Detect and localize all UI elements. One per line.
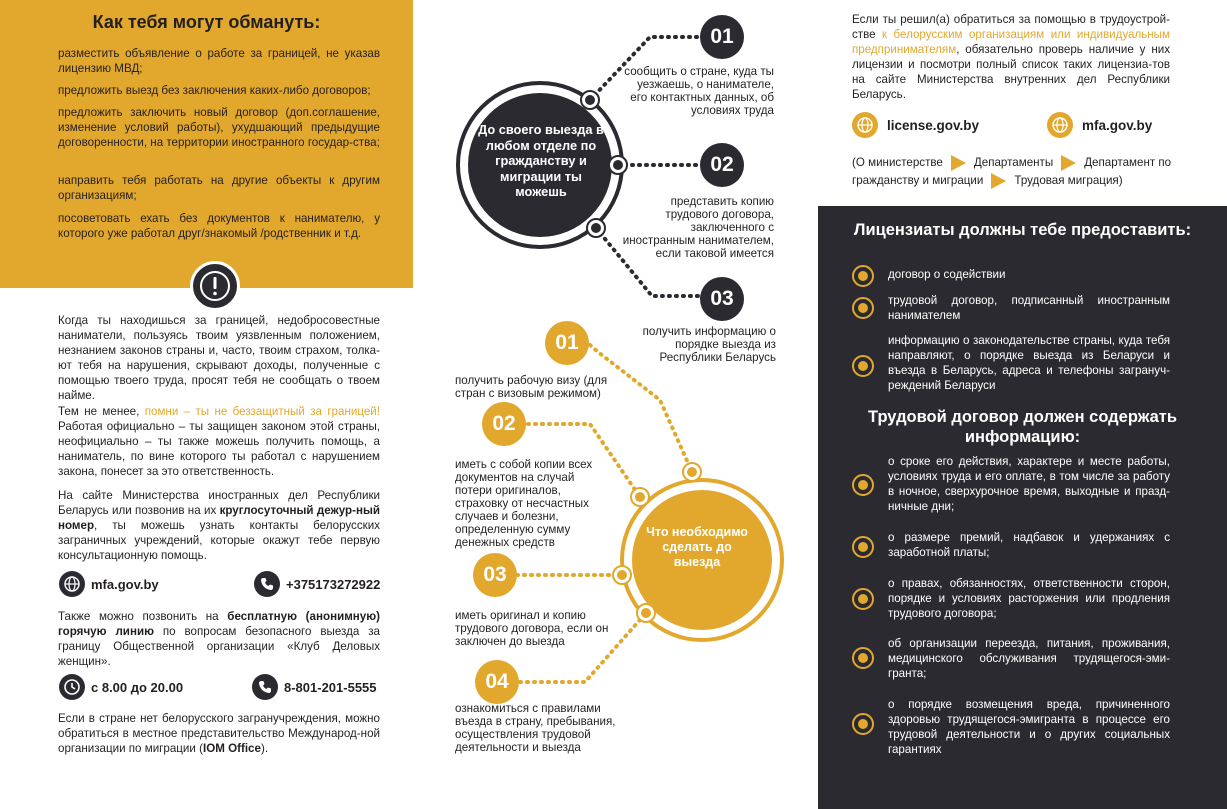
text: по вопросам безопасного выезда за границу Общественной организации «Клуб Деловых женщин».: [58, 625, 380, 668]
dark-step-text: представить копию трудового договора, заключенного с иностранным нанимателем, если таковой имеется: [622, 195, 774, 260]
bullet-icon: [852, 713, 874, 735]
iom-paragraph: [58, 711, 380, 756]
contract-item: о порядке возмещения вреда, причиненного здоровью трудящегося-эмигранта в процессе его трудовой деятельности и о других социальных гарантиях: [888, 698, 1170, 756]
abroad-paragraph: Когда ты находишься за границей, недобросовестные наниматели, пользуясь твоим уязвленным положением, незнанием законов страны и, часто, твоим страхом, толка-ют тебя на нарушения, скрывают доходы, полученные с помощью твоего труда, просят тебя не сообщать о твоем найме.: [58, 314, 380, 402]
node-dot: [637, 604, 655, 622]
step-number-badge: 03: [473, 553, 517, 597]
gold-step-text: ознакомиться с правилами въезда в страну, пребывания, осуществления трудовой деятельности и выезда: [455, 702, 616, 754]
not-defenseless-paragraph: [58, 404, 380, 479]
node-dot: [683, 463, 701, 481]
deception-item: посоветовать ехать без документов к нанимателю, у которого уже работал друг/знакомый /родственник и т.д.: [58, 212, 380, 240]
bullet-icon: [852, 647, 874, 669]
connector-diagram: [413, 0, 818, 809]
dark-step-text: получить информацию о порядке выезда из Республики Беларусь: [642, 325, 776, 364]
step-number-badge: 01: [545, 321, 589, 365]
breadcrumb-item: Трудовая миграция): [1014, 174, 1123, 187]
breadcrumb-item: Департамент по гражданству и миграции: [852, 156, 1172, 187]
gold-step-text: получить рабочую визу (для стран с визовым режимом): [455, 374, 608, 400]
node-dot: [587, 219, 605, 237]
text: Тем не менее,: [58, 405, 145, 418]
step-number-badge: 02: [482, 402, 526, 446]
highlight-text: к белорусским организациям или индивидуальным предпринимателям: [852, 28, 1170, 56]
deception-item: разместить объявление о работе за границей, не указав лицензию МВД;: [58, 47, 380, 75]
licensee-item: информацию о законодательстве страны, куда тебя направляют, о порядке выезда из Беларуси и въезда в Беларусь, адреса и телефоны загрануч-реждений Беларуси: [888, 334, 1170, 392]
node-dot: [613, 566, 631, 584]
text: Работая официально – ты защищен законом этой страны, неофициально – ты также можешь получить помощь, а наниматель, по вине которого ты работал с нарушением закона, понесет за это ответственность.: [58, 420, 380, 478]
site-link[interactable]: mfa.gov.by: [91, 576, 159, 592]
exclamation-icon: [190, 261, 240, 311]
bullet-icon: [852, 265, 874, 287]
node-dot: [581, 91, 599, 109]
phone-icon: [252, 674, 278, 700]
deception-title: Как тебя могут обмануть:: [92, 12, 321, 32]
hotline-paragraph: [58, 609, 380, 669]
site-link[interactable]: license.gov.by: [887, 117, 980, 133]
bullet-icon: [852, 474, 874, 496]
bold-text: бесплатную (анонимную) горячую линию: [58, 610, 380, 638]
breadcrumb-item: (О министерстве: [852, 156, 943, 169]
globe-icon: [1047, 112, 1073, 138]
mfa-paragraph: [58, 488, 380, 563]
bullet-icon: [852, 588, 874, 610]
text: Если ты решил(а) обратиться за помощью в трудоустрой-стве: [852, 13, 1170, 41]
licensee-item: трудовой договор, подписанный иностранным нанимателем: [888, 294, 1170, 322]
globe-icon: [59, 571, 85, 597]
arrow-right-icon: [1061, 155, 1076, 171]
step-number-badge: 02: [700, 143, 744, 187]
phone-icon: [254, 571, 280, 597]
hotline-phone-contact[interactable]: [252, 674, 377, 700]
mfa-site-contact[interactable]: [1047, 111, 1152, 139]
contract-title: Трудовой договор должен содержать информацию:: [868, 408, 1177, 446]
highlight-text: помни – ты не беззащитный за границей!: [144, 405, 380, 418]
node-dot: [609, 156, 627, 174]
bold-text: круглосуточный дежур-ный номер: [58, 504, 381, 532]
license-site-contact[interactable]: [852, 111, 979, 139]
arrow-right-icon: [951, 155, 966, 171]
dark-circle-title: До своего выезда в любом отделе по гражданству и миграции ты можешь: [478, 122, 604, 199]
hours-contact: [59, 674, 183, 700]
bullet-icon: [852, 297, 874, 319]
clock-icon: [59, 674, 85, 700]
deception-item: направить тебя работать на другие объекты к другим организациям;: [58, 174, 380, 202]
gold-step-text: иметь с собой копии всех документов на случай потери оригиналов, страховку от несчастных случаев и болезни, определенную сумму денежных средств: [455, 458, 593, 549]
text: Также можно позвонить на: [58, 610, 228, 623]
bullet-icon: [852, 536, 874, 558]
phone-number[interactable]: +375173272922: [286, 576, 381, 592]
deception-item: предложить выезд без заключения каких-либо договоров;: [58, 84, 371, 97]
contract-item: о сроке его действия, характере и месте работы, условиях труда и его оплате, в том числе за работу в ночное, сверхурочное время, выходные и празд-ничные дни;: [888, 455, 1170, 513]
contract-item: о правах, обязанностях, ответственности сторон, порядке и условиях расторжения или продления трудового договора;: [888, 577, 1170, 620]
dark-step-text: сообщить о стране, куда ты уезжаешь, о нанимателе, его контактных данных, об условиях труда: [624, 65, 774, 117]
text: На сайте Министерства иностранных дел Республики Беларусь или позвонив на их: [58, 489, 380, 517]
node-dot: [631, 488, 649, 506]
arrow-right-icon: [991, 173, 1006, 189]
bold-text: IOM Office: [202, 742, 261, 755]
site-link[interactable]: mfa.gov.by: [1082, 117, 1153, 133]
contract-item: о размере премий, надбавок и удержаниях с заработной платы;: [888, 531, 1170, 559]
text: , обязательно проверь наличие у них лицензии и посмотри полный список таких лицензиа-тов на сайте Министерства внутренних дел Республики Беларусь.: [852, 43, 1170, 101]
licensing-intro: [852, 12, 1170, 102]
globe-icon: [852, 112, 878, 138]
deception-item: предложить заключить новый договор (доп.соглашение, изменение условий работы), ухудшающий предыдущие договоренности, на территории иностранного государ-ства;: [58, 106, 380, 149]
mfa-site-contact[interactable]: [59, 571, 159, 597]
duty-phone-contact[interactable]: [254, 571, 380, 597]
licensee-item: договор о содействии: [888, 268, 1006, 281]
licensees-title: Лицензиаты должны тебе предоставить:: [853, 221, 1192, 239]
step-number-badge: 03: [700, 277, 744, 321]
breadcrumb: [852, 154, 1174, 190]
bullet-icon: [852, 355, 874, 377]
breadcrumb-item: Департаменты: [973, 156, 1054, 169]
gold-step-text: иметь оригинал и копию трудового договора, если он заключен до выезда: [455, 609, 609, 648]
phone-number[interactable]: 8-801-201-5555: [284, 679, 377, 695]
contract-item: об организации переезда, питания, проживания, медицинского обслуживания трудящегося-эми-гранта;: [888, 637, 1170, 680]
gold-circle-title: Что необходимо сделать до выезда: [646, 525, 748, 569]
hours-text: с 8.00 до 20.00: [91, 679, 184, 695]
text: Если в стране нет белорусского загранучреждения, можно обратиться в местное представительство Международ-ной организации по миграции (: [58, 712, 380, 755]
step-number-badge: 01: [700, 15, 744, 59]
text: , ты можешь узнать контакты белорусских заграничных учреждений, которые окажут тебе первую консультационную помощь.: [58, 519, 380, 562]
step-number-badge: 04: [475, 660, 519, 704]
text: ).: [260, 742, 269, 755]
